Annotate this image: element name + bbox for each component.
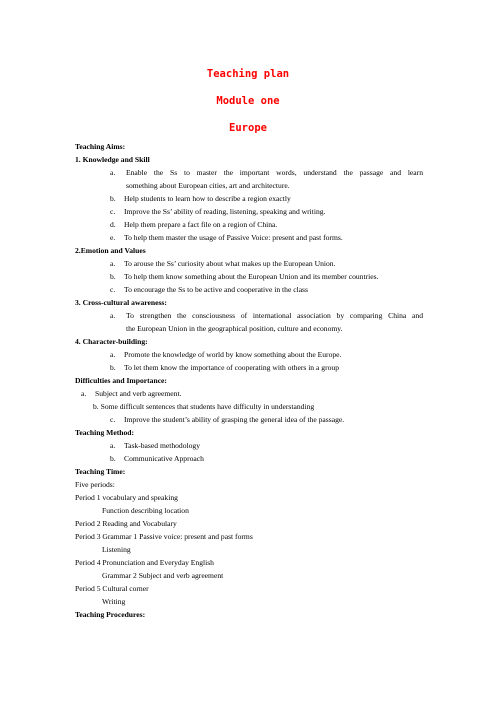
- topic-title: Europe: [229, 122, 267, 134]
- period-3-sub: Listening: [102, 545, 131, 554]
- method-item-a: [110, 441, 200, 451]
- difficulties-item-c: [110, 415, 344, 425]
- item-text: Help them prepare a fact file on a region of China.: [124, 220, 278, 229]
- character-heading: 4. Character-building:: [75, 337, 148, 346]
- character-item-b: [110, 363, 339, 373]
- item-text: Improve the student’s ability of grasping the general idea of the passage.: [124, 415, 345, 424]
- method-item-b: [110, 454, 204, 464]
- knowledge-item-e: [110, 233, 343, 243]
- cultural-item-a: [110, 311, 124, 321]
- item-marker: a.: [110, 168, 116, 177]
- period-5-title: Period 5 Cultural corner: [75, 584, 149, 593]
- period-5-sub: Writing: [102, 597, 126, 606]
- item-marker: b.: [110, 454, 116, 463]
- knowledge-item-b: [110, 194, 291, 204]
- cultural-item-a-line1: To strengthen the consciousness of international association by comparing China and: [126, 311, 423, 320]
- item-marker: d.: [110, 220, 116, 229]
- time-summary: Five periods:: [75, 480, 115, 489]
- difficulties-item-a: [81, 389, 181, 399]
- time-heading: Teaching Time:: [75, 467, 126, 476]
- emotion-heading: 2.Emotion and Values: [75, 246, 146, 255]
- knowledge-item-a-line2: something about European cities, art and architecture.: [126, 181, 290, 190]
- item-marker: a.: [110, 259, 116, 268]
- item-text: To help them master the usage of Passive Voice: present and past forms.: [124, 233, 343, 242]
- procedures-heading: Teaching Procedures:: [75, 610, 146, 619]
- item-text: To help them know something about the European Union and its member countries.: [124, 272, 379, 281]
- period-1-title: Period 1 vocabulary and speaking: [75, 493, 178, 502]
- item-text: To let them know the importance of cooperating with others in a group: [124, 363, 339, 372]
- cultural-item-a-line2: the European Union in the geographical position, culture and economy.: [126, 324, 343, 333]
- item-text: Improve the Ss’ ability of reading, listening, speaking and writing.: [124, 207, 326, 216]
- page-title: Teaching plan: [206, 68, 290, 80]
- item-text: Task-based methodology: [124, 441, 201, 450]
- emotion-item-a: [110, 259, 335, 269]
- item-marker: a.: [110, 311, 116, 320]
- item-text: To arouse the Ss’ curiosity about what makes up the European Union.: [124, 259, 336, 268]
- emotion-item-b: [110, 272, 378, 282]
- item-text: Subject and verb agreement.: [95, 389, 182, 398]
- period-1-sub: Function describing location: [102, 506, 189, 515]
- item-marker: b.: [110, 363, 116, 372]
- knowledge-item-c: [110, 207, 325, 217]
- cultural-heading: 3. Cross-cultural awareness:: [75, 298, 167, 307]
- item-marker: b.: [110, 272, 116, 281]
- item-marker: c.: [110, 285, 116, 294]
- item-marker: a.: [110, 350, 116, 359]
- module-title: Module one: [216, 95, 280, 107]
- item-marker: c.: [110, 207, 116, 216]
- emotion-item-c: [110, 285, 308, 295]
- item-text: Communicative Approach: [124, 454, 204, 463]
- item-text: To encourage the Ss to be active and cooperative in the class: [124, 285, 308, 294]
- knowledge-item-d: [110, 220, 277, 230]
- item-marker: e.: [110, 233, 116, 242]
- knowledge-item-a-line1: Enable the Ss to master the important words, understand the passage and learn: [126, 168, 423, 177]
- character-item-a: [110, 350, 341, 360]
- item-marker: a.: [110, 441, 116, 450]
- teaching-aims-heading: Teaching Aims:: [75, 142, 126, 151]
- item-marker: a.: [81, 389, 87, 398]
- period-4-title: Period 4 Pronunciation and Everyday English: [75, 558, 214, 567]
- period-3-title: Period 3 Grammar 1 Passive voice: present and past forms: [75, 532, 253, 541]
- item-marker: b.: [110, 194, 116, 203]
- method-heading: Teaching Method:: [75, 428, 134, 437]
- item-text: Promote the knowledge of world by know something about the Europe.: [124, 350, 342, 359]
- knowledge-item-a: [110, 168, 124, 178]
- period-4-sub: Grammar 2 Subject and verb agreement: [102, 571, 224, 580]
- knowledge-heading: 1. Knowledge and Skill: [75, 155, 150, 164]
- period-2-title: Period 2 Reading and Vocabulary: [75, 519, 177, 528]
- difficulties-heading: Difficulties and Importance:: [75, 376, 167, 385]
- item-text: Help students to learn how to describe a region exactly: [124, 194, 291, 203]
- difficulties-item-b: b. Some difficult sentences that students have difficulty in understanding: [93, 402, 315, 411]
- item-marker: c.: [110, 415, 116, 424]
